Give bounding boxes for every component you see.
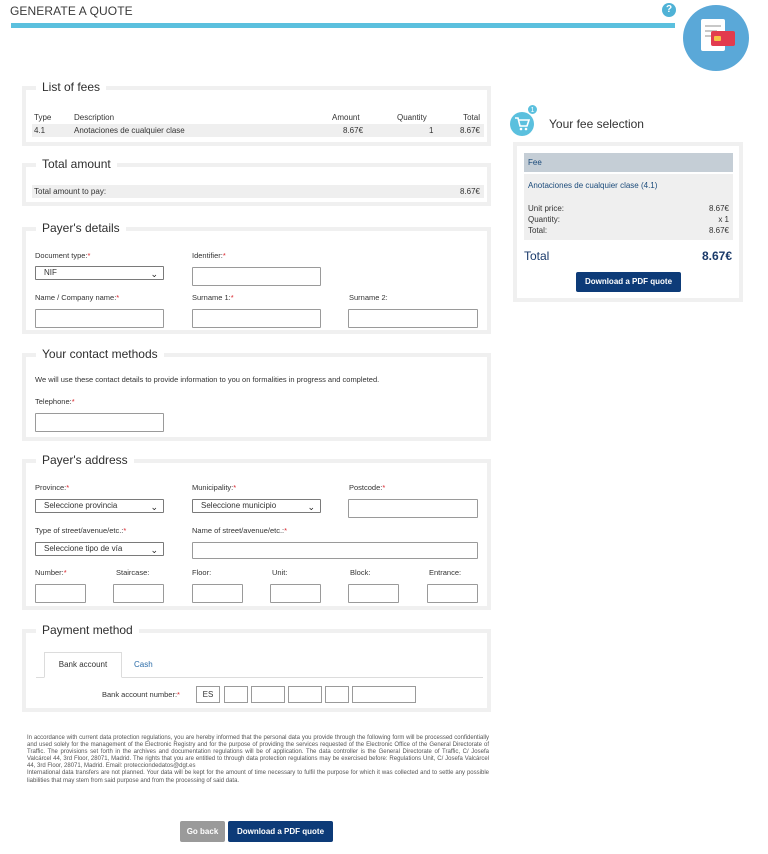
receipt-card-icon <box>683 5 749 71</box>
telephone-label: Telephone:* <box>35 397 75 406</box>
payment-legend: Payment method <box>36 623 139 637</box>
document-type-select[interactable] <box>35 266 164 280</box>
credit-card-icon <box>711 31 735 46</box>
floor-label: Floor: <box>192 568 212 577</box>
municipality-label: Municipality:* <box>192 483 237 492</box>
iban-country-field[interactable]: ES <box>196 686 220 703</box>
download-pdf-quote-button-side[interactable]: Download a PDF quote <box>576 272 681 292</box>
chevron-down-icon: ⌄ <box>307 502 315 512</box>
address-legend: Payer's address <box>36 453 134 467</box>
col-type: Type <box>34 113 52 122</box>
quantity-label: Quantity: <box>528 215 561 224</box>
fees-legend: List of fees <box>36 80 106 94</box>
tab-cash[interactable]: Cash <box>134 660 153 669</box>
surname2-input[interactable] <box>348 309 478 328</box>
street-type-label: Type of street/avenue/etc.:* <box>35 526 127 535</box>
total-amount-row <box>32 185 484 198</box>
contact-panel <box>22 347 491 441</box>
col-amount: Amount <box>332 113 360 122</box>
fee-quantity: 1 <box>429 126 434 135</box>
total-amount-panel <box>22 157 491 206</box>
download-pdf-quote-button[interactable]: Download a PDF quote <box>228 821 333 842</box>
street-type-select[interactable] <box>35 542 164 556</box>
fees-table-header <box>32 111 484 124</box>
quantity-value: x 1 <box>718 215 729 224</box>
unit-input[interactable] <box>270 584 321 603</box>
legal-paragraph-2: International data transfers are not planned. Your data will be kept for the amount of time necessary to fulfil the purpose for which it was collected and to settle any possible liabilities that may stem from said purpose and from the processing of said data. <box>27 770 489 784</box>
chevron-down-icon: ⌄ <box>150 269 158 279</box>
street-name-label: Name of street/avenue/etc.:* <box>192 526 288 535</box>
total-value: 8.67€ <box>701 249 732 263</box>
fee-description: Anotaciones de cualquier clase <box>74 126 185 135</box>
payment-panel <box>22 623 491 712</box>
fee-selection-title: Your fee selection <box>549 117 644 131</box>
payer-details-panel <box>22 221 491 334</box>
municipality-value: Seleccione municipio <box>201 501 277 510</box>
name-label: Name / Company name:* <box>35 293 120 302</box>
iban-check-input[interactable] <box>224 686 248 703</box>
entrance-input[interactable] <box>427 584 478 603</box>
total-amount-legend: Total amount <box>36 157 117 171</box>
staircase-label: Staircase: <box>116 568 150 577</box>
bank-code-input[interactable] <box>251 686 285 703</box>
header-divider <box>11 23 675 28</box>
contact-info-text: We will use these contact details to provide information to you on formalities in progress and completed. <box>35 375 380 384</box>
branch-code-input[interactable] <box>288 686 322 703</box>
unit-price-label: Unit price: <box>528 204 565 213</box>
data-protection-notice <box>27 735 489 785</box>
subtotal-value: 8.67€ <box>708 226 729 235</box>
contact-legend: Your contact methods <box>36 347 164 361</box>
chevron-down-icon: ⌄ <box>150 502 158 512</box>
fee-type: 4.1 <box>34 126 46 135</box>
total-amount-value: 8.67€ <box>459 187 480 196</box>
staircase-input[interactable] <box>113 584 164 603</box>
table-row <box>32 124 484 137</box>
cart-count-badge: 1 <box>527 104 538 115</box>
name-input[interactable] <box>35 309 164 328</box>
identifier-label: Identifier:* <box>192 251 226 260</box>
address-panel <box>22 453 491 610</box>
postcode-input[interactable] <box>348 499 478 518</box>
fee-selection-box <box>513 142 743 302</box>
fee-total: 8.67€ <box>459 126 480 135</box>
fees-panel <box>22 80 491 146</box>
surname1-label: Surname 1:* <box>192 293 234 302</box>
block-input[interactable] <box>348 584 399 603</box>
total-label: Total <box>524 249 550 263</box>
account-number-input[interactable] <box>352 686 416 703</box>
document-type-label: Document type:* <box>35 251 91 260</box>
street-name-input[interactable] <box>192 542 478 559</box>
province-label: Province:* <box>35 483 70 492</box>
cart-icon <box>510 112 534 136</box>
subtotal-label: Total: <box>528 226 548 235</box>
entrance-label: Entrance: <box>429 568 462 577</box>
street-type-value: Seleccione tipo de vía <box>44 544 123 553</box>
chevron-down-icon: ⌄ <box>150 545 158 555</box>
telephone-input[interactable] <box>35 413 164 432</box>
unit-price-value: 8.67€ <box>708 204 729 213</box>
col-total: Total <box>463 113 480 122</box>
identifier-input[interactable] <box>192 267 321 286</box>
fee-item <box>524 174 733 240</box>
question-circle-icon[interactable]: ? <box>662 3 676 17</box>
col-description: Description <box>74 113 115 122</box>
page-title: GENERATE A QUOTE <box>10 4 133 18</box>
fees-table <box>32 111 484 137</box>
unit-label: Unit: <box>272 568 288 577</box>
surname2-label: Surname 2: <box>349 293 388 302</box>
block-label: Block: <box>350 568 371 577</box>
province-value: Seleccione provincia <box>44 501 118 510</box>
go-back-button[interactable]: Go back <box>180 821 225 842</box>
legal-paragraph-1: In accordance with current data protection regulations, you are hereby informed that the personal data you provide through the following form will be processed confidentially and used solely for the management of the Electronic Registry and for the purpose of providing the services requested of the Electronic Office of the General Directorate of Traffic. The provisions set forth in the archives and documentation regulations will be of application. The data controller is the General Directorate of Traffic, C/ Josefa Valcárcel 44, 3rd Floor, 28071, Madrid. The rights that you are entitled to through data protection regulations may be exercised before: Regulations Unit, C/ Josefa Valcárcel 44, 3rd Floor, 28071, Madrid. Email: protecciondedatos@dgt.es <box>27 735 489 770</box>
control-digits-input[interactable] <box>325 686 349 703</box>
number-label: Number:* <box>35 568 67 577</box>
total-amount-label: Total amount to pay: <box>34 187 107 196</box>
tab-bank-account[interactable]: Bank account <box>44 652 122 678</box>
col-quantity: Quantity <box>397 113 427 122</box>
floor-input[interactable] <box>192 584 243 603</box>
bank-account-label: Bank account number:* <box>102 690 180 699</box>
municipality-select[interactable] <box>192 499 321 513</box>
number-input[interactable] <box>35 584 86 603</box>
fee-header: Fee <box>524 153 733 172</box>
fee-amount: 8.67€ <box>343 126 364 135</box>
fee-name: Anotaciones de cualquier clase (4.1) <box>528 181 658 190</box>
payer-details-legend: Payer's details <box>36 221 126 235</box>
postcode-label: Postcode:* <box>349 483 386 492</box>
document-type-value: NIF <box>44 268 57 277</box>
surname1-input[interactable] <box>192 309 321 328</box>
province-select[interactable] <box>35 499 164 513</box>
